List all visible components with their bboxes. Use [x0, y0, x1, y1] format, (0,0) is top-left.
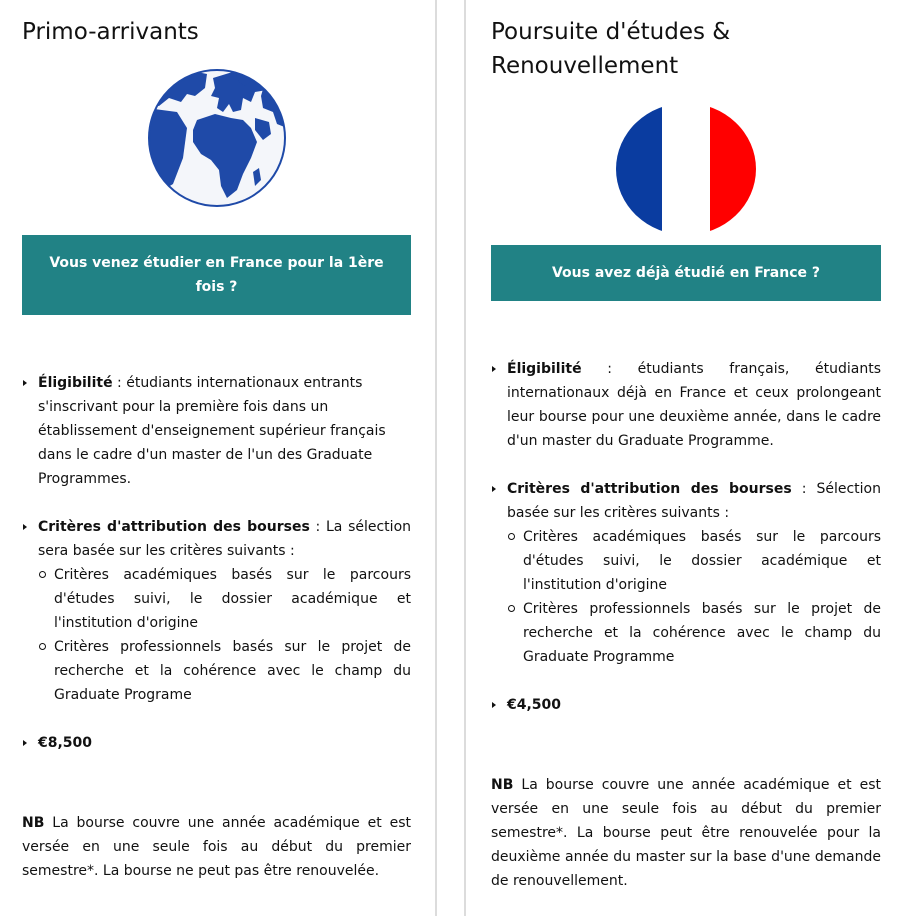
- list-item-amount: [38, 731, 411, 755]
- criteria-text: : La sélection sera basée sur les critères suivants :: [38, 519, 412, 559]
- hero-image: [22, 68, 411, 208]
- nb-note: [22, 811, 411, 883]
- criteria-label: Critères d'attribution des bourses: [507, 481, 792, 497]
- cta-label: Vous avez déjà étudié en France ?: [551, 265, 821, 281]
- column-divider-left: [435, 0, 437, 916]
- cta-first-time-button[interactable]: [22, 235, 411, 315]
- list-item-amount: [507, 693, 881, 717]
- eligibility-label: Éligibilité: [507, 361, 582, 377]
- eligibility-label: Éligibilité: [38, 375, 113, 391]
- criteria-professional: Critères professionnels basés sur le projet de recherche et la cohérence avec le champ du Graduate Programme: [523, 597, 881, 669]
- globe-icon: [147, 68, 287, 208]
- nb-label: NB: [22, 815, 45, 831]
- criteria-label: Critères d'attribution des bourses: [38, 519, 310, 535]
- nb-text: La bourse couvre une année académique et est versée en une seule fois au début du premier semestre*. La bourse ne peut pas être renouvelée.: [22, 815, 411, 879]
- list-item-criteria: [507, 477, 881, 669]
- eligibility-text: : étudiants internationaux entrants s'inscrivant pour la première fois dans un établissement d'enseignement supérieur français dans le cadre d'un master de l'un des Graduate Programmes.: [38, 375, 386, 487]
- scholarship-amount: €4,500: [507, 697, 562, 713]
- criteria-text: : Sélection basée sur les critères suivants :: [507, 481, 882, 521]
- criteria-academic: Critères académiques basés sur le parcours d'études suivi, le dossier académique et l'institution d'origine: [523, 525, 881, 597]
- criteria-sublist: [507, 525, 881, 669]
- eligibility-text: : étudiants français, étudiants internationaux déjà en France et ceux prolongeant leur bourse pour une deuxième année, dans le cadre d'un master du Graduate Programme.: [507, 361, 881, 449]
- info-list: [491, 357, 881, 717]
- criteria-academic: Critères académiques basés sur le parcours d'études suivi, le dossier académique et l'institution d'origine: [54, 563, 411, 635]
- french-flag-icon: [606, 101, 766, 237]
- hero-image: [491, 101, 881, 237]
- column-divider-right: [464, 0, 466, 916]
- criteria-sublist: [38, 563, 411, 707]
- cta-already-studied-button[interactable]: [491, 245, 881, 301]
- list-item-criteria: [38, 515, 411, 707]
- nb-note: [491, 773, 881, 893]
- card-poursuite-etudes: [491, 0, 881, 893]
- nb-text: La bourse couvre une année académique et est versée en une seule fois au début du premier semestre*. La bourse peut être renouvelée pour la deuxième année du master sur la base d'une demande de renouvellement.: [491, 777, 881, 889]
- criteria-professional: Critères professionnels basés sur le projet de recherche et la cohérence avec le champ du Graduate Programe: [54, 635, 411, 707]
- scholarship-amount: €8,500: [38, 735, 93, 751]
- list-item-eligibility: [38, 371, 411, 491]
- cta-label: Vous venez étudier en France pour la 1ère fois ?: [49, 255, 384, 295]
- card-primo-arrivants: [22, 0, 411, 883]
- nb-label: NB: [491, 777, 514, 793]
- card-title: Primo-arrivants: [22, 19, 199, 45]
- list-item-eligibility: [507, 357, 881, 453]
- card-title: Poursuite d'études & Renouvellement: [491, 19, 731, 79]
- info-list: [22, 371, 411, 755]
